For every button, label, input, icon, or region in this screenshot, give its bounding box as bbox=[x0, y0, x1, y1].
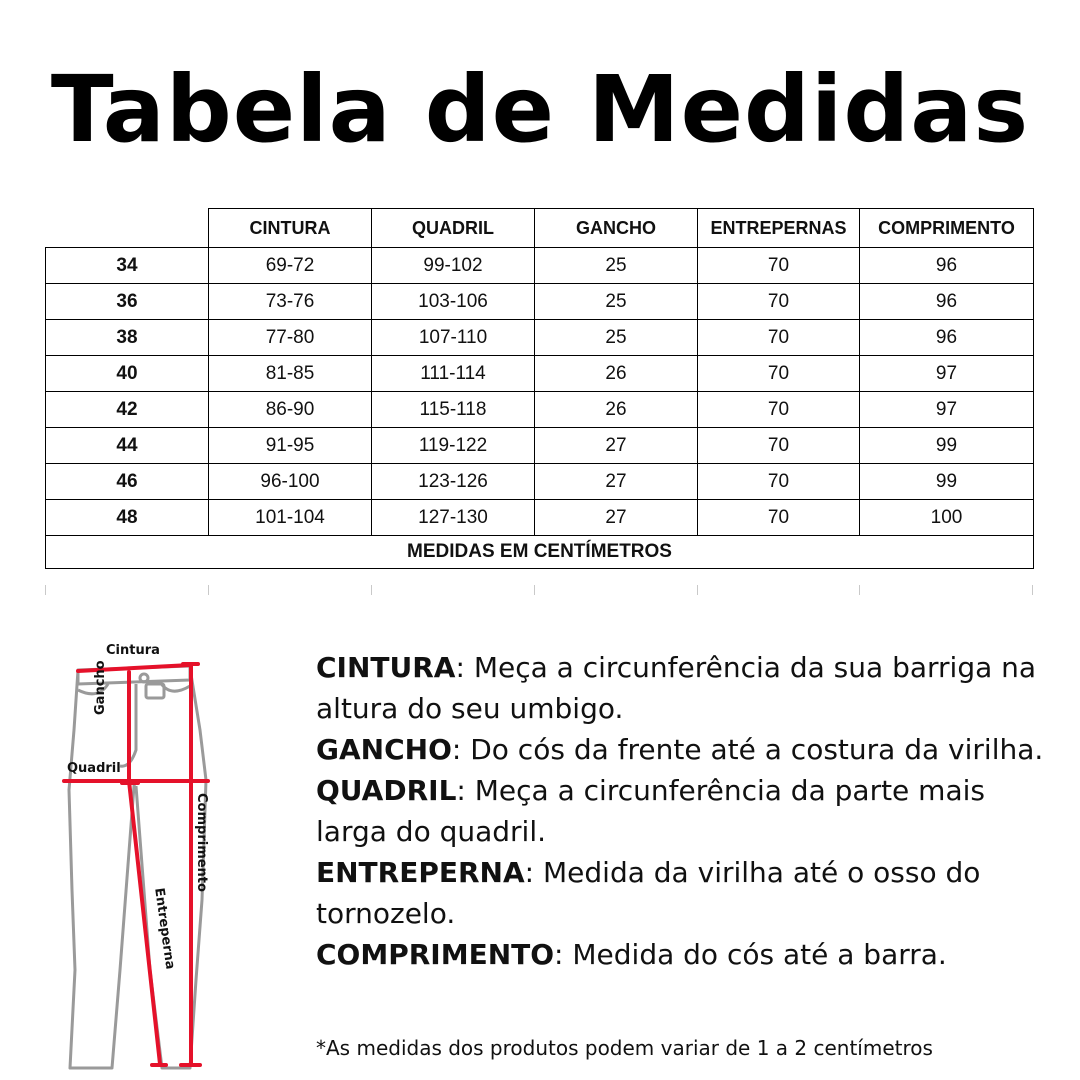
table-header-row bbox=[46, 209, 1034, 248]
table-footer-note: MEDIDAS EM CENTÍMETROS bbox=[46, 536, 1034, 569]
measure-cell: 81-85 bbox=[209, 356, 372, 392]
description-text: Meça a circunferência da sua barriga na altura do seu umbigo. bbox=[316, 651, 1037, 725]
description-term: COMPRIMENTO bbox=[316, 938, 555, 971]
label-cintura: Cintura bbox=[106, 643, 160, 658]
measure-cell: 69-72 bbox=[209, 248, 372, 284]
spreadsheet-gridlines bbox=[45, 585, 1033, 595]
label-entreperna: Entreperna bbox=[151, 887, 178, 971]
size-cell: 44 bbox=[46, 428, 209, 464]
measure-cell: 73-76 bbox=[209, 284, 372, 320]
measure-cell: 26 bbox=[535, 392, 698, 428]
size-cell: 48 bbox=[46, 500, 209, 536]
description-item bbox=[316, 852, 1046, 934]
measure-cell: 96 bbox=[860, 248, 1034, 284]
description-separator: : bbox=[554, 938, 573, 971]
measure-cell: 103-106 bbox=[372, 284, 535, 320]
table-row bbox=[46, 428, 1034, 464]
description-text: Do cós da frente até a costura da virilha. bbox=[470, 733, 1044, 766]
pants-button bbox=[140, 674, 148, 682]
measure-cell: 26 bbox=[535, 356, 698, 392]
size-cell: 38 bbox=[46, 320, 209, 356]
description-text: Medida da virilha até o osso do tornozelo. bbox=[316, 856, 981, 930]
table-row bbox=[46, 392, 1034, 428]
measure-cell: 27 bbox=[535, 428, 698, 464]
measure-cell: 127-130 bbox=[372, 500, 535, 536]
description-separator: : bbox=[456, 774, 475, 807]
table-row bbox=[46, 284, 1034, 320]
description-item bbox=[316, 647, 1046, 729]
measure-cell: 100 bbox=[860, 500, 1034, 536]
table-row bbox=[46, 320, 1034, 356]
measure-cell: 101-104 bbox=[209, 500, 372, 536]
description-term: GANCHO bbox=[316, 733, 452, 766]
size-cell: 42 bbox=[46, 392, 209, 428]
measure-cell: 96 bbox=[860, 320, 1034, 356]
header-gancho: GANCHO bbox=[535, 209, 698, 248]
label-gancho: Gancho bbox=[93, 660, 108, 715]
table-row bbox=[46, 356, 1034, 392]
header-quadril: QUADRIL bbox=[372, 209, 535, 248]
measure-cell: 111-114 bbox=[372, 356, 535, 392]
measure-cell: 97 bbox=[860, 392, 1034, 428]
disclaimer-note: *As medidas dos produtos podem variar de 1 a 2 centímetros bbox=[316, 1036, 933, 1060]
measure-cell: 70 bbox=[698, 428, 860, 464]
measure-cell: 70 bbox=[698, 356, 860, 392]
measure-cell: 27 bbox=[535, 500, 698, 536]
measure-cell: 25 bbox=[535, 248, 698, 284]
size-cell: 34 bbox=[46, 248, 209, 284]
size-table-container bbox=[45, 208, 1033, 593]
measure-cell: 70 bbox=[698, 392, 860, 428]
measure-cell: 99-102 bbox=[372, 248, 535, 284]
size-cell: 46 bbox=[46, 464, 209, 500]
pants-left-leg bbox=[69, 670, 136, 1068]
description-item bbox=[316, 934, 1046, 975]
measure-cell: 123-126 bbox=[372, 464, 535, 500]
measure-cell: 70 bbox=[698, 320, 860, 356]
header-entrepernas: ENTREPERNAS bbox=[698, 209, 860, 248]
description-term: ENTREPERNA bbox=[316, 856, 525, 889]
description-item bbox=[316, 729, 1046, 770]
description-term: CINTURA bbox=[316, 651, 456, 684]
table-corner-cell bbox=[46, 209, 209, 248]
header-comprimento: COMPRIMENTO bbox=[860, 209, 1034, 248]
measure-cell: 70 bbox=[698, 500, 860, 536]
measure-cell: 96 bbox=[860, 284, 1034, 320]
page-title: Tabela de Medidas bbox=[50, 56, 1030, 163]
description-item bbox=[316, 770, 1046, 852]
measure-cell: 70 bbox=[698, 248, 860, 284]
size-cell: 36 bbox=[46, 284, 209, 320]
description-separator: : bbox=[524, 856, 544, 889]
table-body bbox=[46, 248, 1034, 536]
measure-cell: 99 bbox=[860, 464, 1034, 500]
table-row bbox=[46, 464, 1034, 500]
description-separator: : bbox=[451, 733, 471, 766]
size-cell: 40 bbox=[46, 356, 209, 392]
measure-cell: 119-122 bbox=[372, 428, 535, 464]
measure-cell: 96-100 bbox=[209, 464, 372, 500]
description-text: Medida do cós até a barra. bbox=[572, 938, 947, 971]
table-row bbox=[46, 500, 1034, 536]
measure-cell: 27 bbox=[535, 464, 698, 500]
size-table bbox=[45, 208, 1034, 569]
measure-cell: 97 bbox=[860, 356, 1034, 392]
header-cintura: CINTURA bbox=[209, 209, 372, 248]
measure-cell: 25 bbox=[535, 284, 698, 320]
table-row bbox=[46, 248, 1034, 284]
measure-cell: 25 bbox=[535, 320, 698, 356]
description-separator: : bbox=[455, 651, 474, 684]
measure-cell: 86-90 bbox=[209, 392, 372, 428]
measure-cell: 115-118 bbox=[372, 392, 535, 428]
measure-cell: 91-95 bbox=[209, 428, 372, 464]
description-text: Meça a circunferência da parte mais larga do quadril. bbox=[316, 774, 985, 848]
measure-cell: 70 bbox=[698, 284, 860, 320]
label-comprimento: Comprimento bbox=[194, 793, 209, 892]
label-quadril: Quadril bbox=[67, 761, 121, 776]
measure-cell: 70 bbox=[698, 464, 860, 500]
description-term: QUADRIL bbox=[316, 774, 457, 807]
measure-cell: 77-80 bbox=[209, 320, 372, 356]
table-footer-row bbox=[46, 536, 1034, 569]
measure-cell: 99 bbox=[860, 428, 1034, 464]
measure-cell: 107-110 bbox=[372, 320, 535, 356]
measurement-descriptions bbox=[316, 647, 1046, 975]
pants-measurement-diagram bbox=[50, 640, 230, 1080]
